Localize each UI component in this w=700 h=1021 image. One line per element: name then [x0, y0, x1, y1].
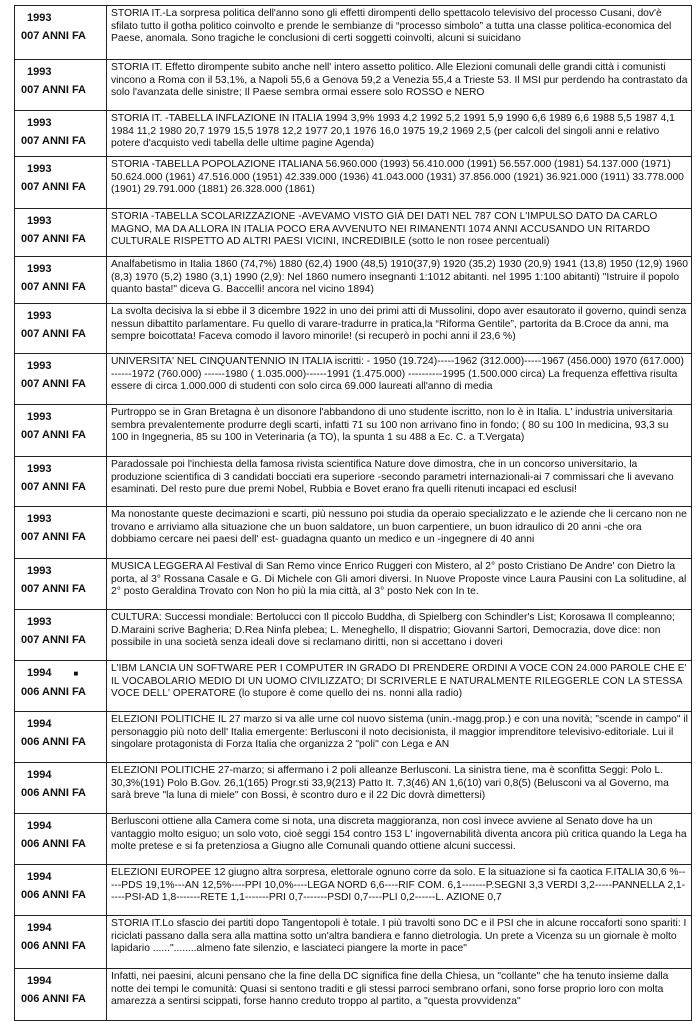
entry-text: Analfabetismo in Italia 1860 (74,7%) 1880 (62,4) 1900 (48,5) 1910(37,9) 1920 (35,2) 1930 (20,9) 1941 (13,8) 1950 (12,9) 1960 (8,3) 1970 (5,2) 1980 (3,1) 1990 (2,9): Nel 1860 numero insegnanti 1:1012 abitanti. nel 1995 1:100 abitanti) "Istruire il popolo quanto basta!" diceva G. Baccelli! ancora nel vicino 1894) — [111, 259, 689, 296]
year-label: 1994 — [27, 769, 52, 781]
entry-text: STORIA IT. Effetto dirompente subito anche nell' intero assetto politico. Alle Elezioni comunali delle grandi città i comunisti vincono a Roma con il 53,1%, a Napoli 55,6 a Genova 59,2 a Venezia 55,4 a Trieste 53. Il MSI pur perdendo ha contrastato da solo l'avanzata delle sinistre; Il Paese sembra ormai essere solo ROSSO e NERO — [111, 62, 688, 99]
years-ago-label: 007 ANNI FA — [21, 84, 87, 96]
table-row — [14, 209, 692, 257]
entry-text: L'IBM LANCIA UN SOFTWARE PER I COMPUTER IN GRADO DI PRENDERE ORDINI A VOCE CON 24.000 PAROLE CHE E' IL VOCABOLARIO MEDIO DI UN UOMO CIVILIZZATO; DI SCRIVERLE E NATURALMENTE RILEGGERLE CON LA STESSA VOCE DELL' OPERATORE (lo stupore è come quello dei ns. nonni alla radio) — [111, 663, 687, 700]
years-ago-label: 007 ANNI FA — [21, 233, 87, 245]
entry-text: STORIA -TABELLA SCOLARIZZAZIONE -AVEVAMO VISTO GIÀ DEI DATI NEL 787 CON L'IMPULSO DATO DA CARLO MAGNO, MA DA ALLORA IN ITALIA POCO ERA AVVENUTO NEI RIMANENTI 1074 ANNI ACCUSANDO UN RITARDO CULTURALE RISPETTO AD ALTRI PAESI VICINI, INCREDIBILE (sotto le non rosee percentuali) — [111, 211, 658, 248]
year-label: 1993 — [27, 463, 52, 475]
year-label: 1993 — [27, 360, 52, 372]
year-label: 1993 — [27, 12, 52, 24]
date-cell — [15, 354, 107, 404]
entry-text: UNIVERSITA' NEL CINQUANTENNIO IN ITALIA iscritti: - 1950 (19.724)-----1962 (312.000)-----1967 (456.000) 1970 (617.000) ------1972 (760.000) ------1980 ( 1.035.000)------1991 (1.475.000) ----------1995 (1.500.000 circa) La frequenza effettiva risulta essere di circa 1.000.000 di studenti con solo circa 69.000 laureati all'anno di media — [111, 356, 684, 393]
years-ago-label: 007 ANNI FA — [21, 30, 87, 42]
entry-text: STORIA -TABELLA POPOLAZIONE ITALIANA 56.960.000 (1993) 56.410.000 (1991) 56.557.000 (1981) 54.137.000 (1971) 50.624.000 (1961) 47.516.000 (1951) 42.339.000 (1936) 41.043.000 (1931) 37.856.000 (1921) 36.921.000 (1911) 33.778.000 (1901) 29.791.000 (1881) 26.328.000 (1861) — [111, 159, 684, 196]
table-row — [14, 111, 692, 157]
date-cell — [15, 304, 107, 353]
year-text: 1994 — [27, 667, 52, 679]
date-cell — [15, 916, 107, 968]
year-label: 1993 — [27, 66, 52, 78]
date-cell — [15, 865, 107, 915]
entry-text: STORIA IT. -TABELLA INFLAZIONE IN ITALIA 1994 3,9% 1993 4,2 1992 5,2 1991 5,9 1990 6,6 1989 6,6 1988 5,5 1987 4,1 1984 11,2 1980 20,7 1979 15,5 1978 12,2 1977 20,1 1976 16,0 1975 19,2 1969 2,5 (per calcoli del singoli anni e relativo potere d'acquisto vedi tabella delle ultime pagine Agenda) — [111, 113, 675, 150]
date-cell — [15, 610, 107, 660]
year-label: 1993 — [27, 411, 52, 423]
entry-text: Berlusconi ottiene alla Camera come si nota, una discreta maggioranza, non così invece avviene al Senato dove ha un vantaggio molto esiguo; un solo voto, cioè seggi 154 contro 153 L' ingovernabilità diventa ancora più critica quando la Lega ha molte pretese e si fa pretenziosa a Giugno alle Comunali quando ottiene alcuni successi. — [111, 816, 687, 853]
date-cell — [15, 661, 107, 711]
years-ago-label: 007 ANNI FA — [21, 634, 87, 646]
date-cell — [15, 209, 107, 256]
year-label: 1993 — [27, 263, 52, 275]
years-ago-label: 007 ANNI FA — [21, 583, 87, 595]
entry-text: Purtroppo se in Gran Bretagna è un disonore l'abbandono di uno studente iscritto, non lo è in Italia. L' industria universitaria sembra prevalentemente produrre degli scarti, infatti 71 su 100 non arrivano fino in fondo; ( 80 su 100 In medicina, 93,3 su 100 in Ingegneria, 85 su 100 in Veterinaria (a TO), la spunta 1 su 488 a Ec. C. a T.Vergata) — [111, 407, 673, 444]
date-cell — [15, 405, 107, 456]
year-label: 1993 — [27, 565, 52, 577]
table-row — [14, 712, 692, 763]
table-row — [14, 969, 692, 1021]
entry-text: ELEZIONI POLITICHE IL 27 marzo si va alle urne col nuovo sistema (unin.-magg.prop.) e con una novità; "scende in campo" il personaggio più noto dell' Italia emergente: Berlusconi il noto decisionista, il maggior imprenditore televisivo-editoriale. Lui il singolare protagonista di Forza Italia che organizza 2 "poli" con Lega e AN — [111, 714, 688, 751]
table-row — [14, 257, 692, 304]
table-row — [14, 814, 692, 865]
table-row — [14, 60, 692, 111]
entry-text: Infatti, nei paesini, alcuni pensano che la fine della DC significa fine della Chiesa, un "collante" che ha tenuto insieme dalla notte dei tempi le comunità: Quasi si sentono traditi e gli stessi parroci sembrano orfani, sono forse proprio loro con molta amarezza a sentirsi scippati, forse hanno creduto troppo al partito, a "questa provvidenza" — [111, 971, 669, 1008]
years-ago-label: 007 ANNI FA — [21, 378, 87, 390]
entry-text: CULTURA: Successi mondiale: Bertolucci con Il piccolo Buddha, di Spielberg con Schindler's List; Korosawa Il compleanno; D.Maraini scrive Bagheria; D.Rea Ninfa plebea; L. Meneghello, Il dispatrio; Giovanni Sartori, Democrazia, dove dice: non possibile in una società senza ideali dove si reclamano diritti, non si accettano i doveri — [111, 612, 675, 649]
table-row — [14, 661, 692, 712]
year-label: 1993 — [27, 117, 52, 129]
table-row — [14, 610, 692, 661]
table-row — [14, 5, 692, 60]
year-label: 1994 — [27, 718, 52, 730]
date-cell — [15, 969, 107, 1020]
date-cell — [15, 457, 107, 506]
date-cell — [15, 763, 107, 813]
document-table — [14, 5, 692, 1021]
years-ago-label: 007 ANNI FA — [21, 135, 87, 147]
entry-text: STORIA IT.-La sorpresa politica dell'anno sono gli effetti dirompenti dello spettacolo televisivo del processo Cusani, dov'è sfilato tutto il gotha politico coinvolto e prende le sembianze di “processo simbolo” a tutta una classe politica-economica del Paese, anomala. Sono tragiche le conclusioni di certi soggetti coinvolti, alcuni si suicidano — [111, 8, 672, 45]
entry-text: La svolta decisiva la si ebbe il 3 dicembre 1922 in uno dei primi atti di Mussolini, dopo aver esautorato il governo, quindi senza nessun dibattito parlamentare. Fu quello di varare-tradurre in pratica,la “Riforma Gentile”, partorita da B.Croce da anni, ma sempre boicottata! Faceva comodo il lavoro minorile! (si recuperò in pochi anni il 23,6 %) — [111, 306, 687, 343]
years-ago-label: 007 ANNI FA — [21, 181, 87, 193]
table-row — [14, 559, 692, 610]
date-cell — [15, 559, 107, 609]
year-label: 1993 — [27, 616, 52, 628]
entry-text: Paradossale poi l'inchiesta della famosa rivista scientifica Nature dove dimostra, che in un concorso universitario, la produzione scientifica di 3 candidati bocciati era superiore -secondo parametri internazionali-ai 7 commissari che li avevano esaminati. Del resto pure due premi Nobel, Rubbia e Bovet erano fra quelli ritenuti incapaci ed esclusi! — [111, 459, 674, 496]
years-ago-label: 007 ANNI FA — [21, 429, 87, 441]
years-ago-label: 007 ANNI FA — [21, 281, 87, 293]
entry-text: ELEZIONI EUROPEE 12 giugno altra sorpresa, elettorale ognuno corre da solo. E la situazione si fa caotica F.ITALIA 30,6 %-----PDS 19,1%---AN 12,5%----PPI 10,0%----LEGA NORD 6,6----RIF COM. 6,1-------P.SEGNI 3,3 VERDI 3,2-----PANNELLA 2,1- ----PSI-AD 1,8-------RETE 1,1-------PRI 0,7-------PSDI 0,7----PLI 0,2------L. AZIONE 0,7 — [111, 867, 686, 904]
year-label: 1994 — [27, 871, 52, 883]
table-row — [14, 304, 692, 354]
table-row — [14, 354, 692, 405]
years-ago-label: 006 ANNI FA — [21, 686, 87, 698]
years-ago-label: 006 ANNI FA — [21, 940, 87, 952]
date-cell — [15, 157, 107, 208]
years-ago-label: 006 ANNI FA — [21, 787, 87, 799]
year-label: 1994 — [27, 820, 52, 832]
bullet-mark: ■ — [73, 669, 79, 678]
table-row — [14, 763, 692, 814]
years-ago-label: 006 ANNI FA — [21, 736, 87, 748]
year-label: 1993 — [27, 310, 52, 322]
table-row — [14, 405, 692, 457]
years-ago-label: 006 ANNI FA — [21, 838, 87, 850]
entry-text: Ma nonostante queste decimazioni e scarti, più nessuno poi studia da operaio specializzato e le aziende che li cercano non ne trovano e arriviamo alla situazione che un buon saldatore, un buon carpentiere, un buon idraulico di 20 anni -che ora dobbiamo cercare nei paesi dell' est- guadagna quanto un medico e un -ingegnere di 40 anni — [111, 509, 687, 546]
years-ago-label: 006 ANNI FA — [21, 993, 87, 1005]
date-cell — [15, 111, 107, 156]
years-ago-label: 007 ANNI FA — [21, 481, 87, 493]
year-label: 1993 — [27, 163, 52, 175]
date-cell — [15, 814, 107, 864]
years-ago-label: 007 ANNI FA — [21, 531, 87, 543]
table-row — [14, 916, 692, 969]
year-label: 1994 — [27, 922, 52, 934]
year-label: 1993 — [27, 513, 52, 525]
years-ago-label: 006 ANNI FA — [21, 889, 87, 901]
year-label: 1993 — [27, 215, 52, 227]
date-cell — [15, 257, 107, 303]
table-row — [14, 457, 692, 507]
entry-text: MUSICA LEGGERA Al Festival di San Remo vince Enrico Ruggeri con Mistero, al 2° posto Cristiano De Andre' con Dietro la porta, al 3° Rossana Casale e G. Di Michele con Gli amori diversi. In Nuove Proposte vince Laura Pausini con La solitudine, al 2° posto Geraldina Trovato con Non ho più la mia città, al 3° posto Nek con In te. — [111, 561, 687, 598]
table-row — [14, 865, 692, 916]
year-label — [21, 664, 106, 683]
entry-text: ELEZIONI POLITICHE 27-marzo; si affermano i 2 poli alleanze Berlusconi. La sinistra tiene, ma è sconfitta Seggi: Polo L. 30,3%(191) Polo B.Gov. 26,1(165) Progr.sti 33,9(213) Patto It. 7,3(46) AN 1,6(10) vari 0,8(5) (Belusconi va al Governo, ma sarà breve "la luna di miele" con Bossi, è scontro duro e il 22 Dic dovrà dimettersi) — [111, 765, 669, 802]
year-label: 1994 — [27, 975, 52, 987]
years-ago-label: 007 ANNI FA — [21, 328, 87, 340]
date-cell — [15, 712, 107, 762]
date-cell — [15, 507, 107, 558]
table-row — [14, 157, 692, 209]
date-cell — [15, 60, 107, 110]
table-row — [14, 507, 692, 559]
date-cell — [15, 6, 107, 59]
entry-text: STORIA IT.Lo sfascio dei partiti dopo Tangentopoli è totale. I più travolti sono DC e il PSI che in alcune roccaforti sono spariti: I riciclati passano dalla sera alla mattina sotto un'altra bandiera e fanno dietrologia. Un prete a Vicenza su un giornale è molto lapidario ......"........almeno fate silenzio, e lasciateci piangere la morte in pace" — [111, 918, 687, 955]
